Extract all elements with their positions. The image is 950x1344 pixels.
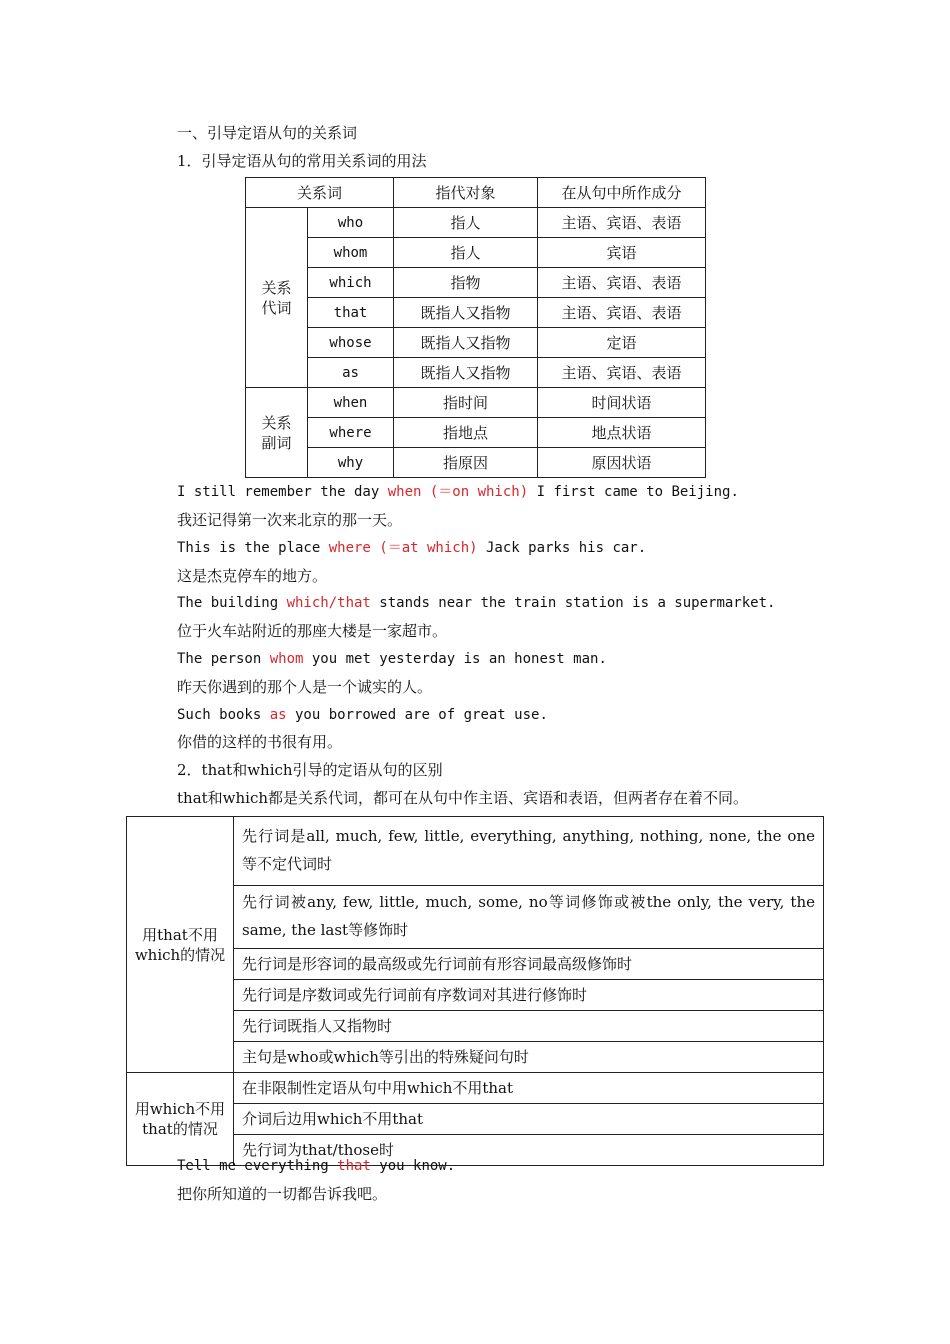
role-cell: 主语、宾语、表语 [538,268,706,298]
example-text: Tell me everything [177,1158,338,1174]
table-row [246,208,706,238]
table-row [246,268,706,298]
group-label-pronoun: 关系 代词 [246,208,308,388]
word-cell: why [308,448,394,478]
header-cell: 在从句中所作成分 [538,178,706,208]
example-sentence [177,482,739,502]
header-cell: 指代对象 [394,178,538,208]
table-row [246,448,706,478]
example-text: Jack parks his car. [477,540,647,556]
group-label-which: 用which不用that的情况 [127,1073,234,1166]
example-translation: 昨天你遇到的那个人是一个诚实的人。 [177,678,433,696]
example-highlight: when (＝on which) [387,484,529,500]
rule-cell: 先行词被any, few, little, much, some, no等词修饰或被the only, the very, the same, the last等修饰时 [234,886,824,949]
table-row [127,817,824,886]
example-sentence [177,1156,455,1176]
role-cell: 原因状语 [538,448,706,478]
example-text: The building [177,595,287,611]
ref-cell: 既指人又指物 [394,328,538,358]
example-sentence [177,538,646,558]
example-text: Such books [177,707,270,723]
word-cell: that [308,298,394,328]
ref-cell: 既指人又指物 [394,358,538,388]
ref-cell: 指人 [394,238,538,268]
table-row [246,238,706,268]
role-cell: 宾语 [538,238,706,268]
example-translation: 位于火车站附近的那座大楼是一家超市。 [177,622,448,640]
example-text: you borrowed are of great use. [286,707,548,723]
example-highlight: as [269,707,287,723]
table-row [127,1073,824,1104]
example-sentence [177,593,775,613]
ref-cell: 指人 [394,208,538,238]
rule-cell: 先行词既指人又指物时 [234,1011,824,1042]
table-row [246,388,706,418]
example-highlight: whom [269,651,304,667]
ref-cell: 指地点 [394,418,538,448]
role-cell: 主语、宾语、表语 [538,208,706,238]
word-cell: when [308,388,394,418]
role-cell: 地点状语 [538,418,706,448]
example-sentence [177,649,607,669]
header-cell: 关系词 [246,178,394,208]
word-cell: whom [308,238,394,268]
example-text: you met yesterday is an honest man. [303,651,607,667]
example-translation: 你借的这样的书很有用。 [177,733,343,751]
example-text: you know. [370,1158,456,1174]
word-cell: which [308,268,394,298]
table-row [246,328,706,358]
word-cell: where [308,418,394,448]
ref-cell: 既指人又指物 [394,298,538,328]
role-cell: 时间状语 [538,388,706,418]
ref-cell: 指原因 [394,448,538,478]
example-translation: 这是杰克停车的地方。 [177,567,328,585]
rule-cell: 先行词是all, much, few, little, everything, anything, nothing, none, the one等不定代词时 [234,817,824,886]
ref-cell: 指时间 [394,388,538,418]
ref-cell: 指物 [394,268,538,298]
example-translation: 我还记得第一次来北京的那一天。 [177,511,403,529]
example-sentence [177,705,548,725]
word-cell: as [308,358,394,388]
subsection-heading: 2．that和which引导的定语从句的区别 [177,761,443,779]
word-cell: who [308,208,394,238]
rule-cell: 介词后边用which不用that [234,1104,824,1135]
rule-cell: 先行词为that/those时 [234,1135,824,1166]
group-label-that: 用that不用which的情况 [127,817,234,1073]
role-cell: 定语 [538,328,706,358]
example-text: stands near the train station is a supermarket. [370,595,776,611]
word-cell: whose [308,328,394,358]
group-label-adverb: 关系 副词 [246,388,308,478]
rule-cell: 主句是who或which等引出的特殊疑问句时 [234,1042,824,1073]
that-which-table [126,816,824,1166]
role-cell: 主语、宾语、表语 [538,358,706,388]
rule-cell: 先行词是序数词或先行词前有序数词对其进行修饰时 [234,980,824,1011]
example-translation: 把你所知道的一切都告诉我吧。 [177,1185,388,1203]
example-text: This is the place [177,540,329,556]
rule-cell: 先行词是形容词的最高级或先行词前有形容词最高级修饰时 [234,949,824,980]
relative-words-table [245,177,706,478]
rule-cell: 在非限制性定语从句中用which不用that [234,1073,824,1104]
table-header-row [246,178,706,208]
example-highlight: that [337,1158,371,1174]
example-text: I still remember the day [177,484,388,500]
role-cell: 主语、宾语、表语 [538,298,706,328]
table-row [246,418,706,448]
example-highlight: where (＝at which) [328,540,478,556]
intro-paragraph: that和which都是关系代词，都可在从句中作主语、宾语和表语，但两者存在着不同。 [177,789,749,807]
table-row [246,298,706,328]
example-text: I first came to Beijing. [528,484,739,500]
example-text: The person [177,651,270,667]
table-row [246,358,706,388]
example-highlight: which/that [286,595,371,611]
section-heading: 一、引导定语从句的关系词 [177,124,358,142]
subsection-heading: 1．引导定语从句的常用关系词的用法 [177,152,427,170]
